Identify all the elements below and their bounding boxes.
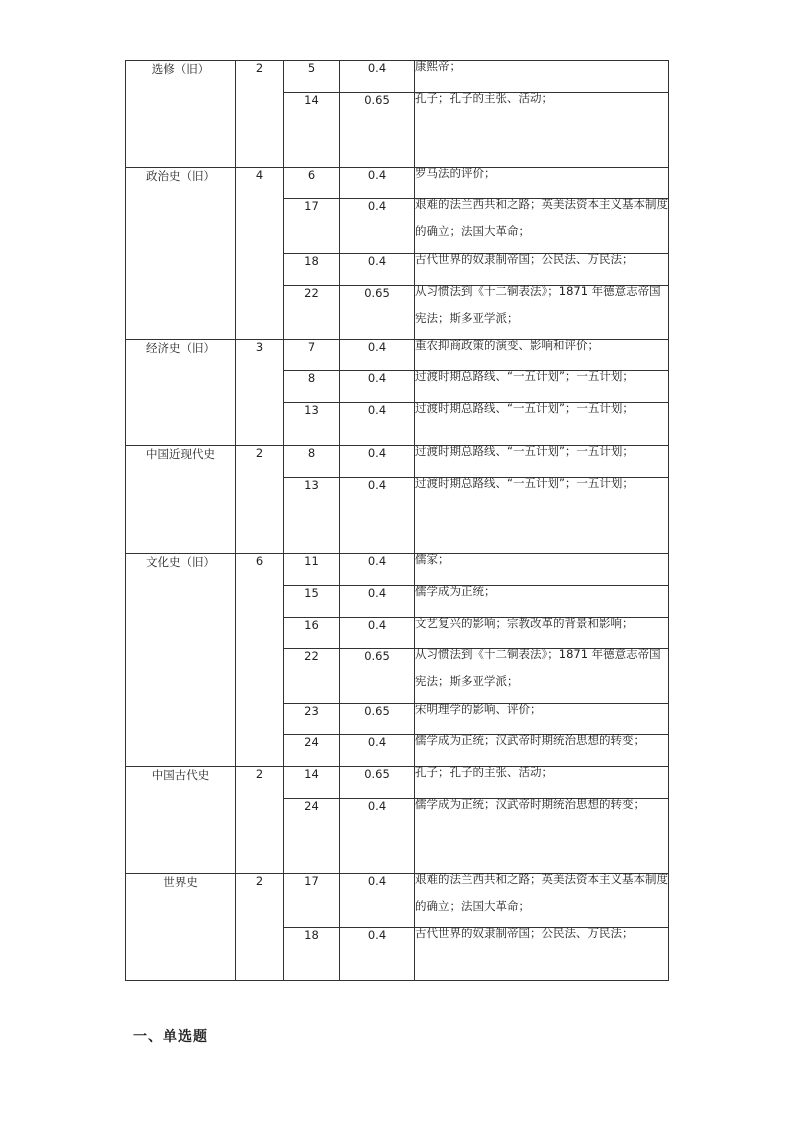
score-cell: 0.4	[340, 168, 415, 199]
question-number-cell: 8	[284, 371, 340, 403]
knowledge-point-text: 古代世界的奴隶制帝国；公民法、万民法；	[415, 926, 634, 940]
category-cell: 经济史（旧）	[126, 340, 236, 446]
question-number-cell: 15	[284, 586, 340, 618]
knowledge-point-cell	[415, 93, 669, 168]
count-cell: 2	[236, 874, 284, 981]
score-cell: 0.4	[340, 403, 415, 446]
knowledge-point-text: 文艺复兴的影响；宗教改革的背景和影响；	[415, 616, 634, 630]
knowledge-point-cell	[415, 478, 669, 554]
knowledge-point-text: 过渡时期总路线、“一五计划”；一五计划；	[415, 444, 634, 458]
question-number-cell: 6	[284, 168, 340, 199]
score-cell: 0.4	[340, 446, 415, 478]
score-cell: 0.4	[340, 61, 415, 93]
question-number-cell: 14	[284, 767, 340, 799]
score-cell: 0.4	[340, 478, 415, 554]
knowledge-point-text: 孔子；孔子的主张、活动；	[415, 765, 553, 779]
question-number-cell: 16	[284, 618, 340, 649]
knowledge-point-text: 艰难的法兰西共和之路；英美法资本主义基本制度的确立；法国大革命；	[415, 197, 668, 238]
score-cell: 0.65	[340, 93, 415, 168]
knowledge-point-text: 儒学成为正统；汉武帝时期统治思想的转变；	[415, 797, 645, 811]
question-number-cell: 8	[284, 446, 340, 478]
question-number-cell: 7	[284, 340, 340, 371]
category-cell: 中国古代史	[126, 767, 236, 874]
knowledge-point-cell	[415, 928, 669, 981]
question-number-cell: 11	[284, 554, 340, 586]
question-number-cell: 13	[284, 478, 340, 554]
score-cell: 0.4	[340, 371, 415, 403]
question-number-cell: 17	[284, 199, 340, 254]
question-number-cell: 22	[284, 286, 340, 340]
count-cell: 6	[236, 554, 284, 767]
knowledge-point-text: 从习惯法到《十二铜表法》；1871 年德意志帝国宪法；斯多亚学派；	[415, 647, 661, 688]
question-number-cell: 24	[284, 799, 340, 874]
question-number-cell: 14	[284, 93, 340, 168]
section-title: 一、单选题	[133, 1029, 208, 1045]
table-body	[126, 61, 669, 981]
score-cell: 0.65	[340, 704, 415, 735]
score-cell: 0.4	[340, 254, 415, 286]
question-number-cell: 22	[284, 649, 340, 704]
question-number-cell: 17	[284, 874, 340, 928]
knowledge-point-text: 过渡时期总路线、“一五计划”；一五计划；	[415, 369, 634, 383]
score-cell: 0.65	[340, 767, 415, 799]
knowledge-point-text: 过渡时期总路线、“一五计划”；一五计划；	[415, 476, 634, 490]
category-cell: 文化史（旧）	[126, 554, 236, 767]
score-cell: 0.4	[340, 735, 415, 767]
score-cell: 0.4	[340, 928, 415, 981]
knowledge-point-text: 儒学成为正统；汉武帝时期统治思想的转变；	[415, 733, 645, 747]
score-cell: 0.4	[340, 799, 415, 874]
score-cell: 0.4	[340, 340, 415, 371]
knowledge-point-cell	[415, 799, 669, 874]
question-number-cell: 18	[284, 928, 340, 981]
knowledge-point-text: 过渡时期总路线、“一五计划”；一五计划；	[415, 401, 634, 415]
category-cell: 选修（旧）	[126, 61, 236, 168]
question-number-cell: 18	[284, 254, 340, 286]
knowledge-point-text: 罗马法的评价；	[415, 166, 496, 180]
knowledge-point-text: 艰难的法兰西共和之路；英美法资本主义基本制度的确立；法国大革命；	[415, 872, 668, 913]
knowledge-point-text: 重农抑商政策的演变、影响和评价；	[415, 338, 599, 352]
knowledge-point-table	[125, 60, 669, 981]
category-cell: 中国近现代史	[126, 446, 236, 554]
count-cell: 2	[236, 446, 284, 554]
category-cell: 政治史（旧）	[126, 168, 236, 340]
count-cell: 2	[236, 61, 284, 168]
score-cell: 0.65	[340, 649, 415, 704]
score-cell: 0.4	[340, 586, 415, 618]
score-cell: 0.65	[340, 286, 415, 340]
knowledge-point-text: 儒学成为正统；	[415, 584, 496, 598]
question-number-cell: 13	[284, 403, 340, 446]
knowledge-point-text: 从习惯法到《十二铜表法》；1871 年德意志帝国宪法；斯多亚学派；	[415, 284, 661, 325]
question-number-cell: 23	[284, 704, 340, 735]
score-cell: 0.4	[340, 199, 415, 254]
knowledge-point-text: 康熙帝；	[415, 59, 461, 73]
knowledge-point-text: 孔子；孔子的主张、活动；	[415, 91, 553, 105]
knowledge-point-text: 宋明理学的影响、评价；	[415, 702, 542, 716]
count-cell: 2	[236, 767, 284, 874]
count-cell: 3	[236, 340, 284, 446]
score-cell: 0.4	[340, 618, 415, 649]
count-cell: 4	[236, 168, 284, 340]
category-cell: 世界史	[126, 874, 236, 981]
question-number-cell: 5	[284, 61, 340, 93]
score-cell: 0.4	[340, 554, 415, 586]
knowledge-point-text: 古代世界的奴隶制帝国；公民法、万民法；	[415, 252, 634, 266]
question-number-cell: 24	[284, 735, 340, 767]
score-cell: 0.4	[340, 874, 415, 928]
knowledge-point-text: 儒家；	[415, 552, 450, 566]
